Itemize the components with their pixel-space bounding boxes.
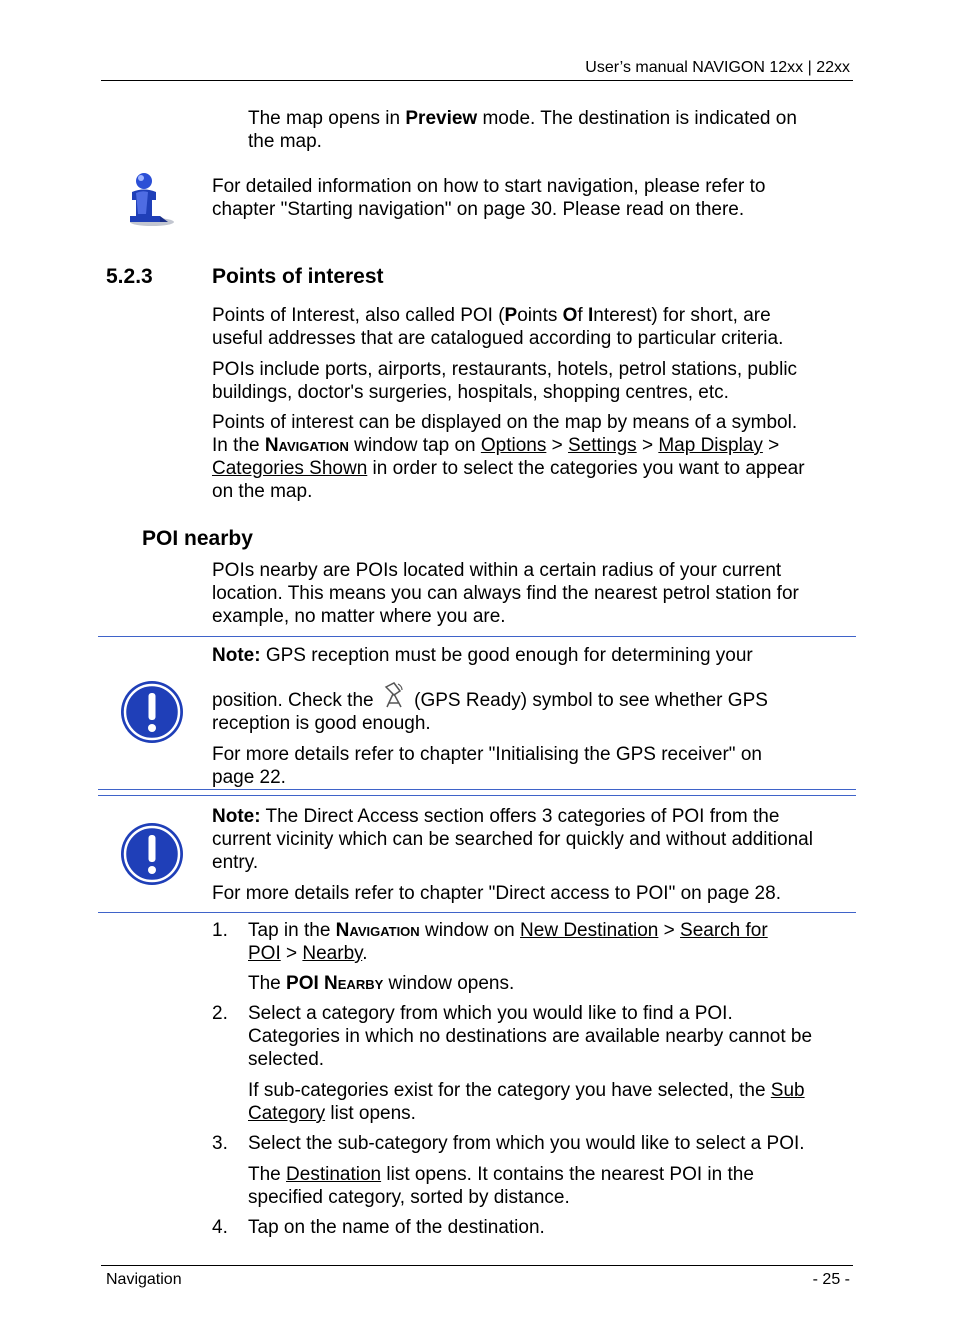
note2-top-rule (98, 795, 856, 796)
nearby-link[interactable]: Nearby (302, 943, 363, 964)
step-1-number: 1. (212, 920, 228, 941)
sub-category-link-cont[interactable]: Category (248, 1103, 326, 1124)
search-for-poi-link-cont[interactable]: POI (248, 943, 281, 964)
step-2-number: 2. (212, 1003, 228, 1024)
exclamation-icon (120, 680, 184, 744)
note2-bottom-rule (98, 912, 856, 913)
poi-nearby-paragraph: POIs nearby are POIs located within a certain radius of your current location. This means you can always find the nearest petrol station for example, no matter where you are. (212, 560, 799, 627)
preview-paragraph: The map opens in Preview mode. The destination is indicated on the map. (248, 108, 797, 152)
exclamation-icon (120, 822, 184, 886)
options-link[interactable]: Options (480, 435, 547, 456)
step-4-number: 4. (212, 1217, 228, 1238)
info-person-icon (122, 170, 178, 228)
note1-top-rule (98, 636, 856, 637)
info-paragraph: For detailed information on how to start navigation, please refer to chapter "Starting navigation" on page 30. Please read on there. (212, 176, 766, 220)
search-for-poi-link[interactable]: Search for (680, 920, 768, 941)
navigation-window-name: Navigation (335, 920, 420, 941)
section-title: Points of interest (212, 265, 384, 288)
settings-link[interactable]: Settings (568, 435, 637, 456)
poi-definition-paragraph: Points of Interest, also called POI (Points Of Interest) for short, are useful addresses that are catalogued according to particular criteria. (212, 305, 784, 349)
poi-display-paragraph: Points of interest can be displayed on the map by means of a symbol. In the Navigation window tap on Options > Settings > Map Display > Categories Shown in order to select the categories you want to appear on the map. (212, 412, 805, 502)
header-rule (101, 80, 853, 81)
step-3-number: 3. (212, 1133, 228, 1154)
poi-nearby-window-name: POI Nearby (286, 973, 384, 994)
step-4: Tap on the name of the destination. (248, 1217, 545, 1238)
note1-text: Note: GPS reception must be good enough for determining your position. Check the (GPS Ready) symbol to see whether GPS reception is good enough. For more details refer to chapter "Initialising the GPS receiver" on page 22. (212, 645, 768, 788)
step-3: Select the sub-category from which you would like to select a POI. The Destination list opens. It contains the nearest POI in the specified category, sorted by distance. (248, 1133, 805, 1208)
page-header: User’s manual NAVIGON 12xx | 22xx (585, 59, 850, 76)
footer-rule (101, 1265, 853, 1266)
note1-label: Note: (212, 645, 261, 666)
note2-label: Note: (212, 806, 261, 827)
note2-text: Note: The Direct Access section offers 3 categories of POI from the current vicinity which can be searched for quickly and without additional entry. For more details refer to chapter "Direct access to POI" on page 28. (212, 806, 813, 904)
sub-category-link[interactable]: Sub (770, 1080, 805, 1101)
step-2: Select a category from which you would like to find a POI. Categories in which no destinations are available nearby cannot be selected. If sub-categories exist for the category you have selected, the Sub Category list opens. (248, 1003, 813, 1124)
categories-shown-link[interactable]: Categories Shown (212, 458, 368, 479)
map-display-link[interactable]: Map Display (658, 435, 763, 456)
step-1: Tap in the Navigation window on New Destination > Search for POI > Nearby. The POI Nearby window opens. (248, 920, 768, 994)
gps-ready-icon (383, 681, 405, 709)
page-number: - 25 - (812, 1271, 850, 1288)
destination-link[interactable]: Destination (286, 1164, 382, 1185)
footer-chapter: Navigation (106, 1271, 182, 1288)
poi-examples-paragraph: POIs include ports, airports, restaurants, hotels, petrol stations, public buildings, doctor's surgeries, hospitals, shopping centres, etc. (212, 359, 798, 403)
section-number: 5.2.3 (106, 265, 153, 288)
new-destination-link[interactable]: New Destination (520, 920, 659, 941)
poi-nearby-heading: POI nearby (142, 527, 253, 550)
navigation-window-name: Navigation (264, 435, 349, 456)
note1-bottom-rule (98, 789, 856, 790)
